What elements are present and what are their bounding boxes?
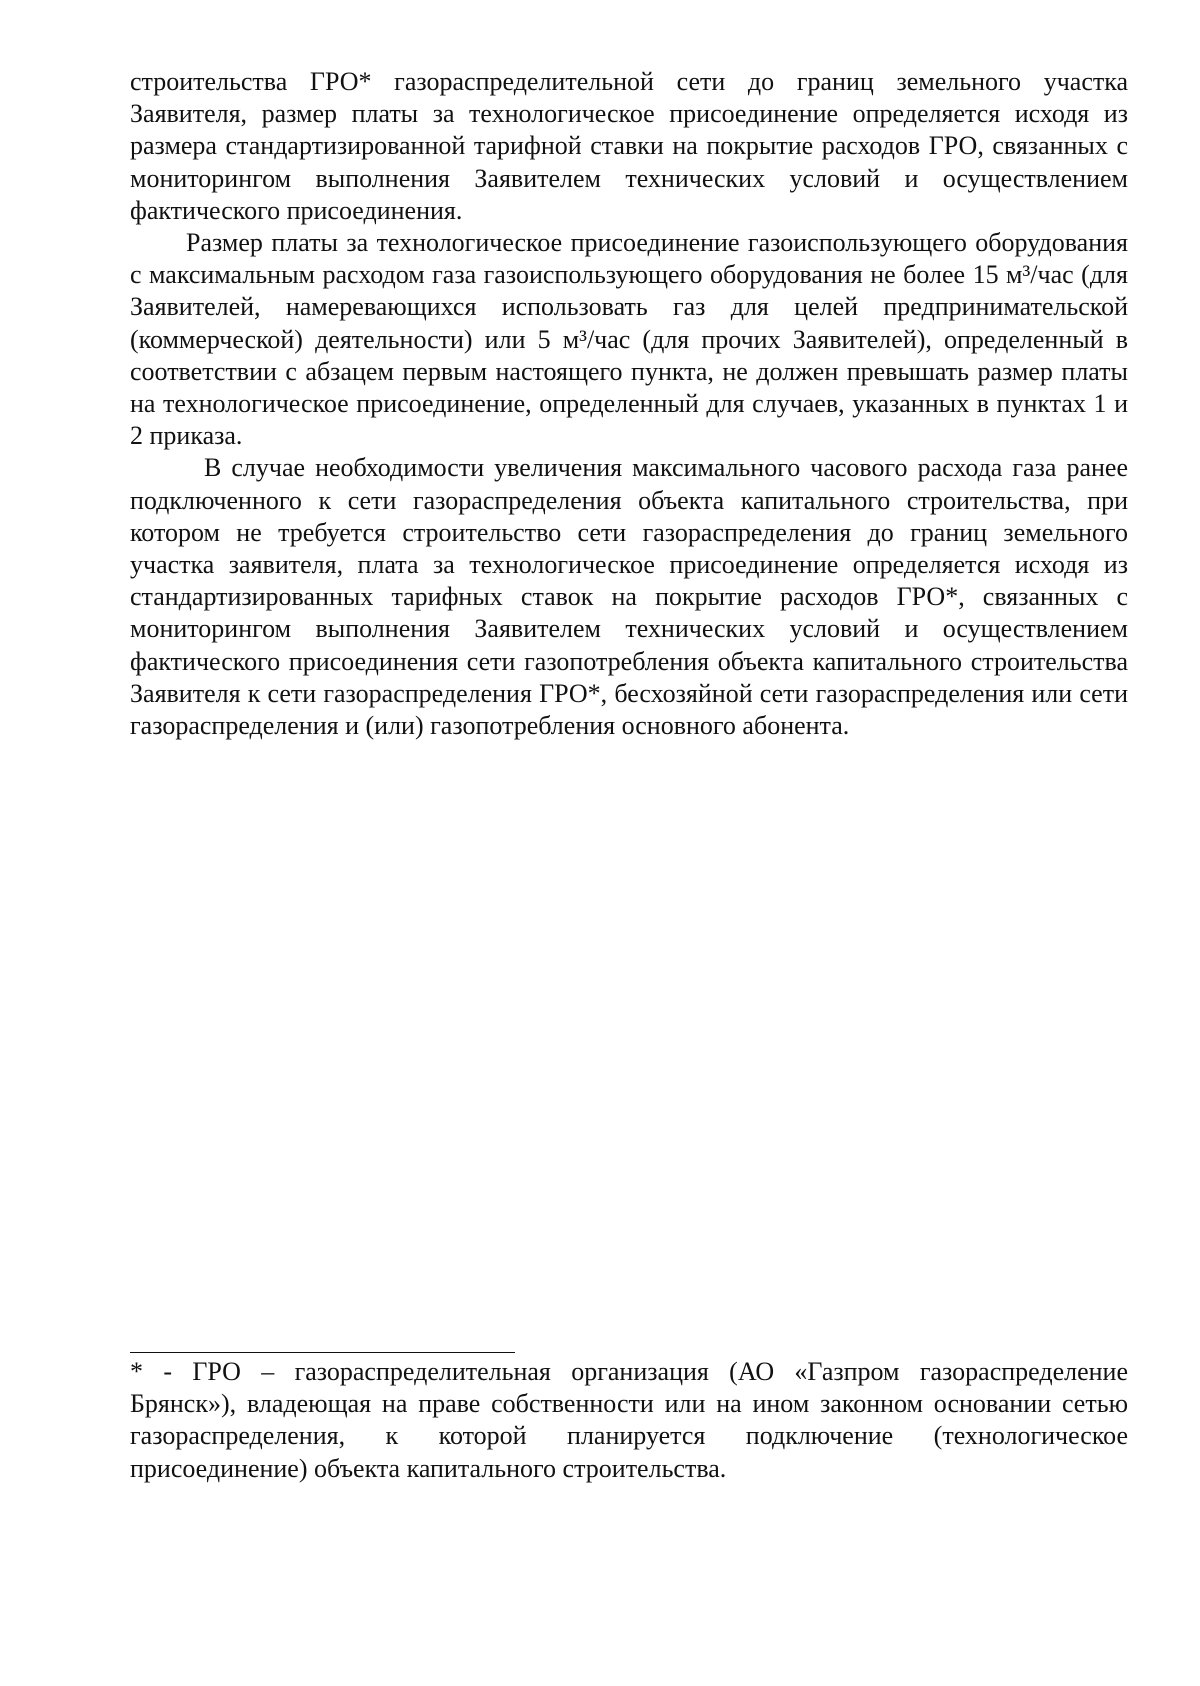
- footnote-text: * - ГРО – газораспределительная организация (АО «Газпром газораспределение Брянск»), владеющая на праве собственности или на ином законном основании сетью газораспределения, к которой планируется подключение (технологическое присоединение) объекта капитального строительства.: [130, 1357, 1128, 1483]
- footnote: [130, 1356, 1128, 1485]
- footnote-divider: [130, 1352, 515, 1353]
- paragraph-continuation: строительства ГРО* газораспределительной сети до границ земельного участка Заявителя, размер платы за технологическое присоединение определяется исходя из размера стандартизированной тарифной ставки на покрытие расходов ГРО, связанных с мониторингом выполнения Заявителем технических условий и осуществлением фактического присоединения.: [130, 67, 1128, 225]
- paragraph-fee-limit: Размер платы за технологическое присоединение газоиспользующего оборудования с максимальным расходом газа газоиспользующего оборудования не более 15 м³/час (для Заявителей, намеревающихся использовать газ для целей предпринимательской (коммерческой) деятельности) или 5 м³/час (для прочих Заявителей), определенный в соответствии с абзацем первым настоящего пункта, не должен превышать размер платы на технологическое присоединение, определенный для случаев, указанных в пунктах 1 и 2 приказа.: [130, 228, 1128, 451]
- document-body: [130, 66, 1128, 742]
- paragraph-capacity-increase: В случае необходимости увеличения максимального часового расхода газа ранее подключенного к сети газораспределения объекта капитального строительства, при котором не требуется строительство сети газораспределения до границ земельного участка заявителя, плата за технологическое присоединение определяется исходя из стандартизированных тарифных ставок на покрытие расходов ГРО*, связанных с мониторингом выполнения Заявителем технических условий и осуществлением фактического присоединения сети газопотребления объекта капитального строительства Заявителя к сети газораспределения ГРО*, бесхозяйной сети газораспределения или сети газораспределения и (или) газопотребления основного абонента.: [130, 453, 1128, 741]
